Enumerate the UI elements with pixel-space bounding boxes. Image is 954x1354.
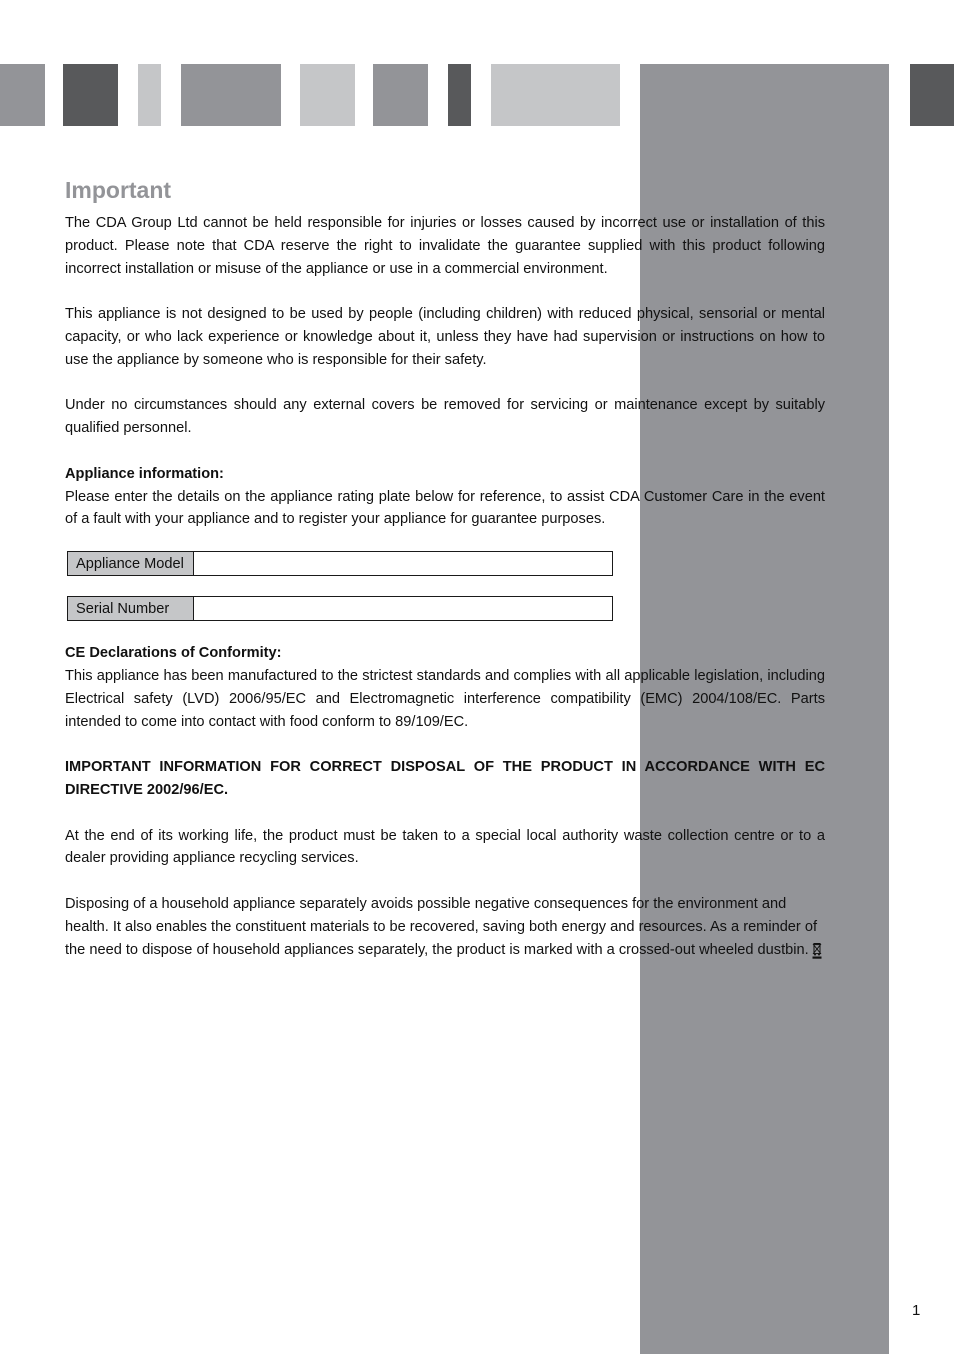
- serial-number-label: Serial Number: [68, 597, 194, 620]
- header-block: [300, 64, 355, 126]
- servicing-paragraph: Under no circumstances should any external covers be removed for servicing or maintenance except by suitably qualified personnel.: [65, 397, 825, 437]
- page-title: Important: [65, 177, 172, 203]
- serial-number-field: [67, 596, 613, 621]
- page-number: 1: [912, 1302, 921, 1319]
- header-block: [181, 64, 281, 126]
- page-content: [65, 176, 825, 961]
- disposal-paragraph-1: At the end of its working life, the product must be taken to a special local authority waste collection centre or to a dealer providing appliance recycling services.: [65, 827, 825, 867]
- appliance-info-text: Please enter the details on the appliance rating plate below for reference, to assist CDA Customer Care in the event of a fault with your appliance and to register your appliance for guarantee purposes.: [65, 488, 825, 528]
- header-block: [63, 64, 118, 126]
- header-block: [491, 64, 620, 126]
- appliance-model-label: Appliance Model: [68, 552, 194, 575]
- appliance-model-value[interactable]: [194, 552, 612, 575]
- appliance-info-heading: Appliance information:: [65, 465, 224, 482]
- header-block: [373, 64, 428, 126]
- ce-text: This appliance has been manufactured to the strictest standards and complies with all applicable legislation, including Electrical safety (LVD) 2006/95/EC and Electromagnetic interference compatibility (EMC) 2004/108/EC. Parts intended to come into contact with food conform to 89/109/EC.: [65, 667, 825, 730]
- crossed-out-wheeled-bin-icon: [812, 942, 822, 959]
- header-block: [448, 64, 471, 126]
- header-block: [0, 64, 45, 126]
- liability-paragraph: The CDA Group Ltd cannot be held responsible for injuries or losses caused by incorrect use or installation of this product. Please note that CDA reserve the right to invalidate the guarantee supplied with this product following incorrect installation or misuse of the appliance or use in a commercial environment.: [65, 215, 825, 277]
- disposal-paragraph-2: [65, 893, 825, 961]
- appliance-model-field: [67, 551, 613, 576]
- disposal-heading: IMPORTANT INFORMATION FOR CORRECT DISPOSAL OF THE PRODUCT IN ACCORDANCE WITH EC DIRECTIVE 2002/96/EC.: [65, 759, 825, 798]
- serial-number-value[interactable]: [194, 597, 612, 620]
- header-block: [138, 64, 161, 126]
- usage-paragraph: This appliance is not designed to be used by people (including children) with reduced physical, sensorial or mental capacity, or who lack experience or knowledge about it, unless they have had supervision or instructions on how to use the appliance by someone who is responsible for their safety.: [65, 306, 825, 368]
- disposal-paragraph-2-text: Disposing of a household appliance separately avoids possible negative consequences for the environment and health. It also enables the constituent materials to be recovered, saving both energy and resources. As a reminder of the need to dispose of household appliances separately, the product is marked with a crossed-out wheeled dustbin.: [65, 895, 818, 958]
- header-block: [910, 64, 954, 126]
- ce-heading: CE Declarations of Conformity:: [65, 645, 282, 662]
